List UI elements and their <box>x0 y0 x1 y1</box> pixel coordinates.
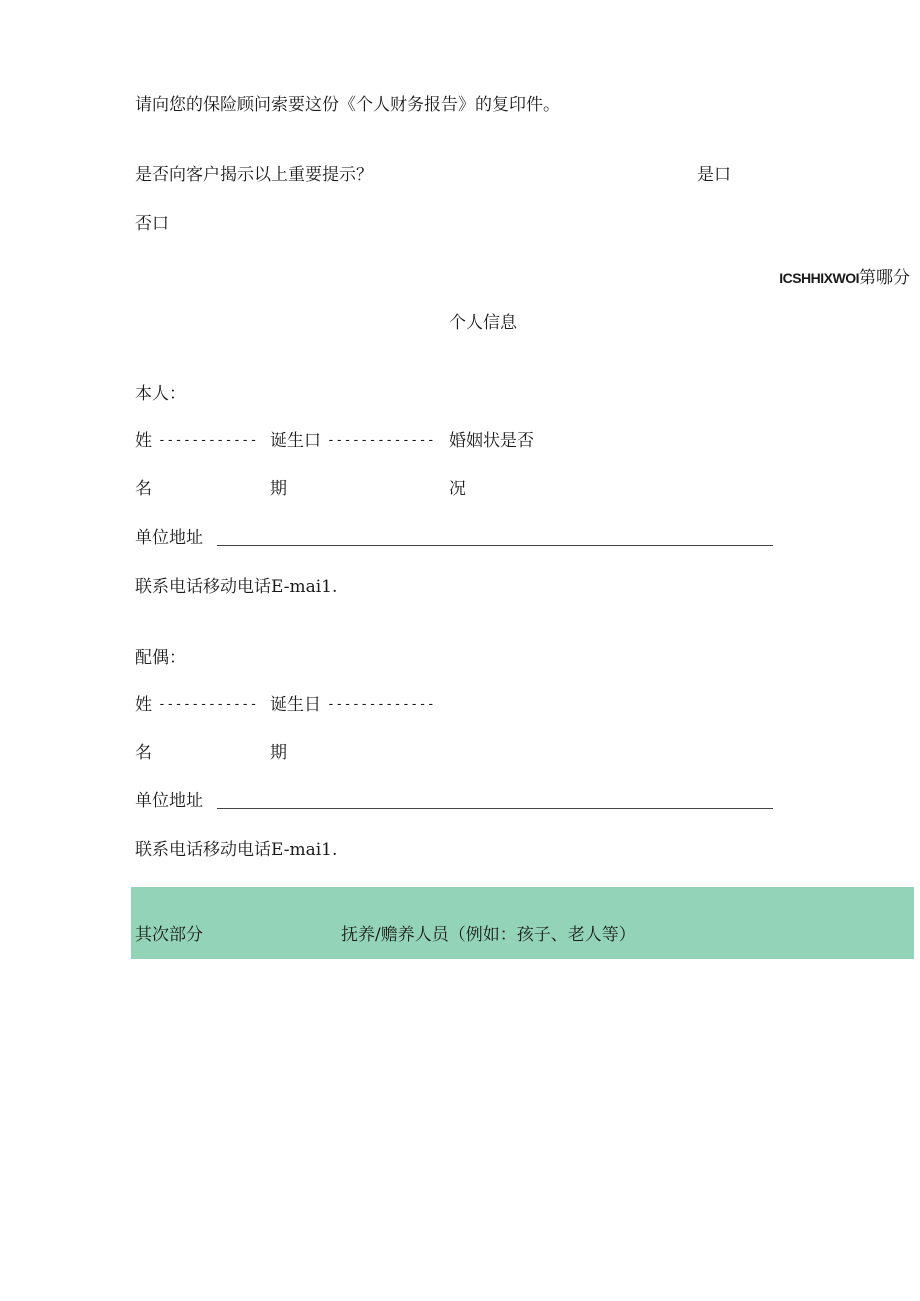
spouse-work-address-label: 单位地址 <box>135 791 203 811</box>
second-part-bar <box>131 887 914 959</box>
copy-request-text: 请向您的保险顾问索要这份《个人财务报告》的复印件。 <box>135 95 560 115</box>
spouse-name-field[interactable]: ------------ <box>158 697 258 712</box>
second-part-label: 其次部分 <box>135 925 203 945</box>
section-title: 个人信息 <box>449 313 517 333</box>
spouse-work-address-field[interactable] <box>217 808 773 809</box>
part-header-suffix: 第哪分 <box>859 268 910 288</box>
spouse-dob-label-top: 诞生日 <box>270 695 321 715</box>
self-work-address-field[interactable] <box>217 545 773 546</box>
spouse-contact-line: 联系电话移动电话E-mai1. <box>135 840 338 860</box>
self-dob-label-bottom: 期 <box>270 479 287 499</box>
spouse-name-label-bottom: 名 <box>135 743 152 763</box>
part-header-code: ICSHHIXWOI <box>779 270 859 286</box>
self-heading: 本人： <box>135 384 186 404</box>
self-name-label-top: 姓 <box>135 431 152 451</box>
self-marital-options[interactable]: 是否 <box>500 431 534 451</box>
spouse-dob-label-bottom: 期 <box>270 743 287 763</box>
disclosure-yes-checkbox[interactable]: 是口 <box>697 165 731 185</box>
second-part-title: 抚养/赡养人员（例如：孩子、老人等） <box>341 925 636 945</box>
self-name-label-bottom: 名 <box>135 479 152 499</box>
self-name-field[interactable]: ------------ <box>158 433 258 448</box>
disclosure-no-checkbox[interactable]: 否口 <box>135 214 169 234</box>
self-dob-label-top: 诞生口 <box>270 431 321 451</box>
self-marital-label-bottom: 况 <box>449 479 466 499</box>
spouse-name-label-top: 姓 <box>135 695 152 715</box>
self-contact-line: 联系电话移动电话E-mai1. <box>135 577 338 597</box>
spouse-dob-field[interactable]: ------------- <box>327 697 436 712</box>
self-marital-label-top: 婚姻状 <box>449 431 500 451</box>
disclosure-question: 是否向客户揭示以上重要提示？ <box>135 165 373 185</box>
spouse-heading: 配偶： <box>135 648 186 668</box>
self-dob-field[interactable]: ------------- <box>327 433 436 448</box>
part-header <box>779 267 910 289</box>
self-work-address-label: 单位地址 <box>135 528 203 548</box>
